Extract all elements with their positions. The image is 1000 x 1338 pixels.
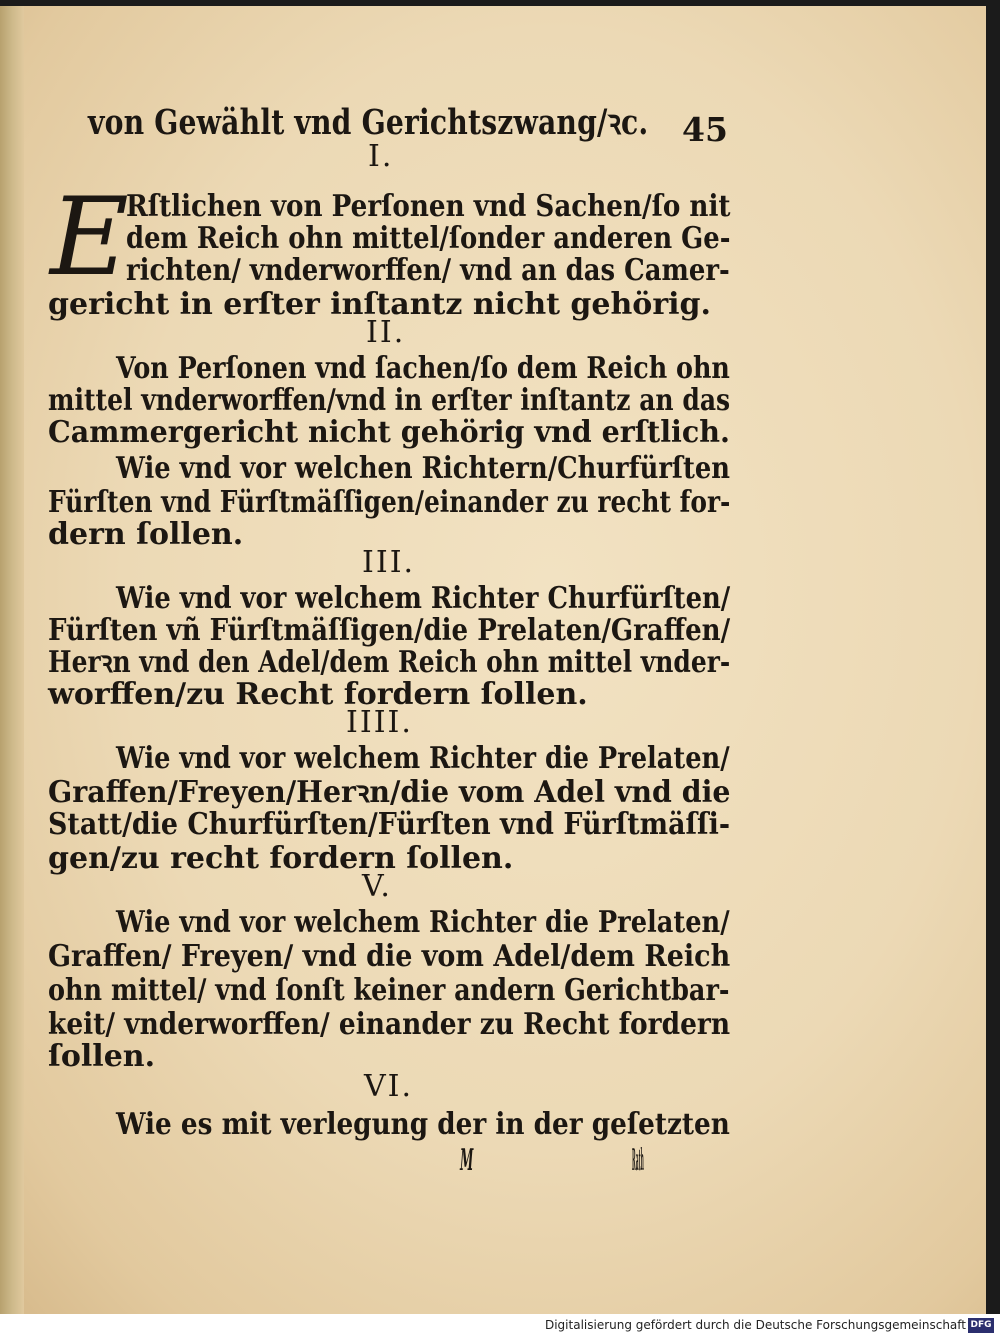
page-number: 45	[682, 110, 728, 149]
section-2-line-4: Wie vnd vor welchen Richtern/Churfürſten	[116, 451, 730, 486]
dfg-logo: DFG	[968, 1318, 994, 1333]
section-6-line-1: Wie es mit verlegung der in der geſetzten	[116, 1107, 730, 1142]
catchword: Rath	[632, 1143, 644, 1178]
section-numeral-3: III.	[362, 545, 416, 580]
section-1-line-3: richten/ vnderworffen/ vnd an das Camer-	[126, 253, 730, 288]
digitization-credit: Digitalisierung gefördert durch die Deutsche Forschungsgemeinschaft	[544, 1318, 966, 1332]
section-3-line-2: Fürſten vñ Fürſtmäſſigen/die Prelaten/Graffen/	[48, 613, 731, 648]
section-5-line-1: Wie vnd vor welchem Richter die Prelaten/	[116, 905, 730, 940]
section-numeral-5: V.	[362, 869, 392, 904]
section-3-line-4: worffen/zu Recht fordern ſollen.	[48, 677, 588, 712]
scan-border-top	[0, 0, 1000, 6]
section-2-line-1: Von Perſonen vnd ſachen/ſo dem Reich ohn	[116, 351, 730, 386]
section-4-line-3: Statt/die Churfürſten/Fürſten vnd Fürſtmäſſi-	[48, 807, 730, 842]
section-2-line-2: mittel vnderworffen/vnd in erſter inſtantz an das	[48, 383, 731, 418]
page-gutter	[0, 0, 24, 1314]
running-title: von Gewählt vnd Gerichtszwang/ꝛc.	[88, 102, 649, 143]
section-4-line-1: Wie vnd vor welchem Richter die Prelaten/	[116, 741, 730, 776]
section-5-line-3: ohn mittel/ vnd ſonſt keiner andern Gerichtbar-	[48, 973, 730, 1008]
section-4-line-4: gen/zu recht fordern ſollen.	[48, 841, 514, 876]
section-numeral-1: I.	[368, 139, 394, 174]
section-3-line-1: Wie vnd vor welchem Richter Churfürſten/	[116, 581, 731, 616]
section-numeral-4: IIII.	[346, 705, 413, 740]
section-4-line-2: Graffen/Freyen/Herꝛn/die vom Adel vnd die	[48, 775, 731, 810]
scan-border-right	[986, 0, 1000, 1314]
section-3-line-3: Herꝛn vnd den Adel/dem Reich ohn mittel vnder-	[48, 645, 731, 680]
signature-mark: M	[460, 1143, 474, 1178]
section-5-line-4: keit/ vnderworffen/ einander zu Recht fordern	[48, 1007, 731, 1042]
section-1-line-4: gericht in erſter inſtantz nicht gehörig.	[48, 287, 711, 322]
section-5-line-5: ſollen.	[48, 1039, 156, 1074]
section-2-line-3: Cammergericht nicht gehörig vnd erſtlich.	[48, 415, 730, 450]
section-numeral-2: II.	[366, 315, 406, 350]
section-2-line-5: Fürſten vnd Fürſtmäſſigen/einander zu recht for-	[48, 485, 731, 520]
section-5-line-2: Graffen/ Freyen/ vnd die vom Adel/dem Reich	[48, 939, 731, 974]
section-numeral-6: VI.	[364, 1069, 414, 1104]
section-1-line-2: dem Reich ohn mittel/ſonder anderen Ge-	[126, 221, 731, 256]
decorated-initial: E	[50, 175, 129, 300]
section-2-line-6: dern ſollen.	[48, 517, 244, 552]
section-1-line-1: Rſtlichen von Perſonen vnd Sachen/ſo nit	[126, 189, 731, 224]
